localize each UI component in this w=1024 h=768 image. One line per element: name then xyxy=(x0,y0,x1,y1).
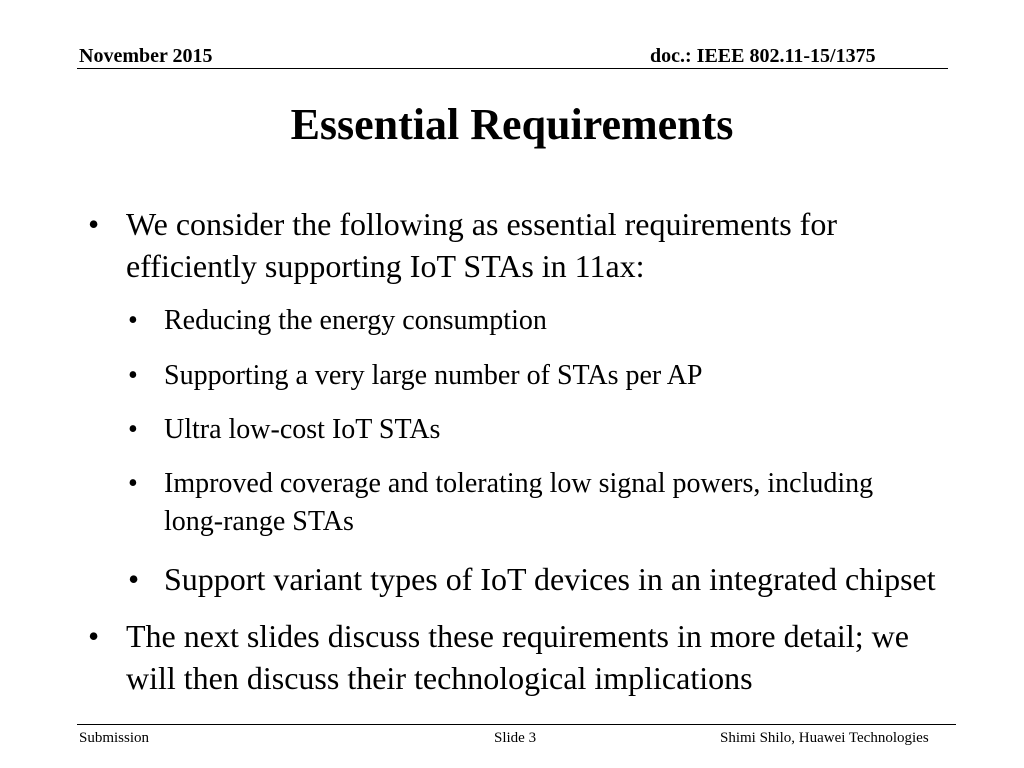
sub-bullet-text: Reducing the energy consumption xyxy=(164,305,547,336)
slide-title: Essential Requirements xyxy=(290,100,734,149)
header-doc-id: doc.: IEEE 802.11-15/1375 xyxy=(650,45,876,67)
bullet-dot-icon: • xyxy=(128,468,138,499)
bullet-text-line: will then discuss their technological implications xyxy=(126,660,753,696)
bullet-dot-icon: • xyxy=(128,305,138,336)
footer-slide-number: Slide 3 xyxy=(494,730,537,746)
header-date: November 2015 xyxy=(79,45,213,67)
footer-divider xyxy=(77,724,956,725)
sub-bullet-text: Support variant types of IoT devices in an integrated chipset xyxy=(164,561,936,597)
bullet-dot-icon: • xyxy=(88,206,100,242)
sub-bullet-text: long-range STAs xyxy=(164,506,354,537)
footer-author: Shimi Shilo, Huawei Technologies xyxy=(720,730,929,746)
bullet-dot-icon: • xyxy=(128,414,138,445)
bullet-text-line: The next slides discuss these requirements in more detail; we xyxy=(126,618,909,654)
header-divider xyxy=(77,68,948,69)
sub-bullet-text: Ultra low-cost IoT STAs xyxy=(164,414,441,445)
bullet-dot-icon: • xyxy=(128,561,140,597)
sub-bullet-text: Improved coverage and tolerating low signal powers, including xyxy=(164,468,874,499)
bullet-dot-icon: • xyxy=(88,618,100,654)
bullet-text-line: We consider the following as essential requirements for xyxy=(126,206,837,242)
bullet-text-line: efficiently supporting IoT STAs in 11ax: xyxy=(126,248,645,284)
footer-submission: Submission xyxy=(79,730,150,746)
bullet-dot-icon: • xyxy=(128,360,138,391)
sub-bullet-text: Supporting a very large number of STAs per AP xyxy=(164,360,703,391)
